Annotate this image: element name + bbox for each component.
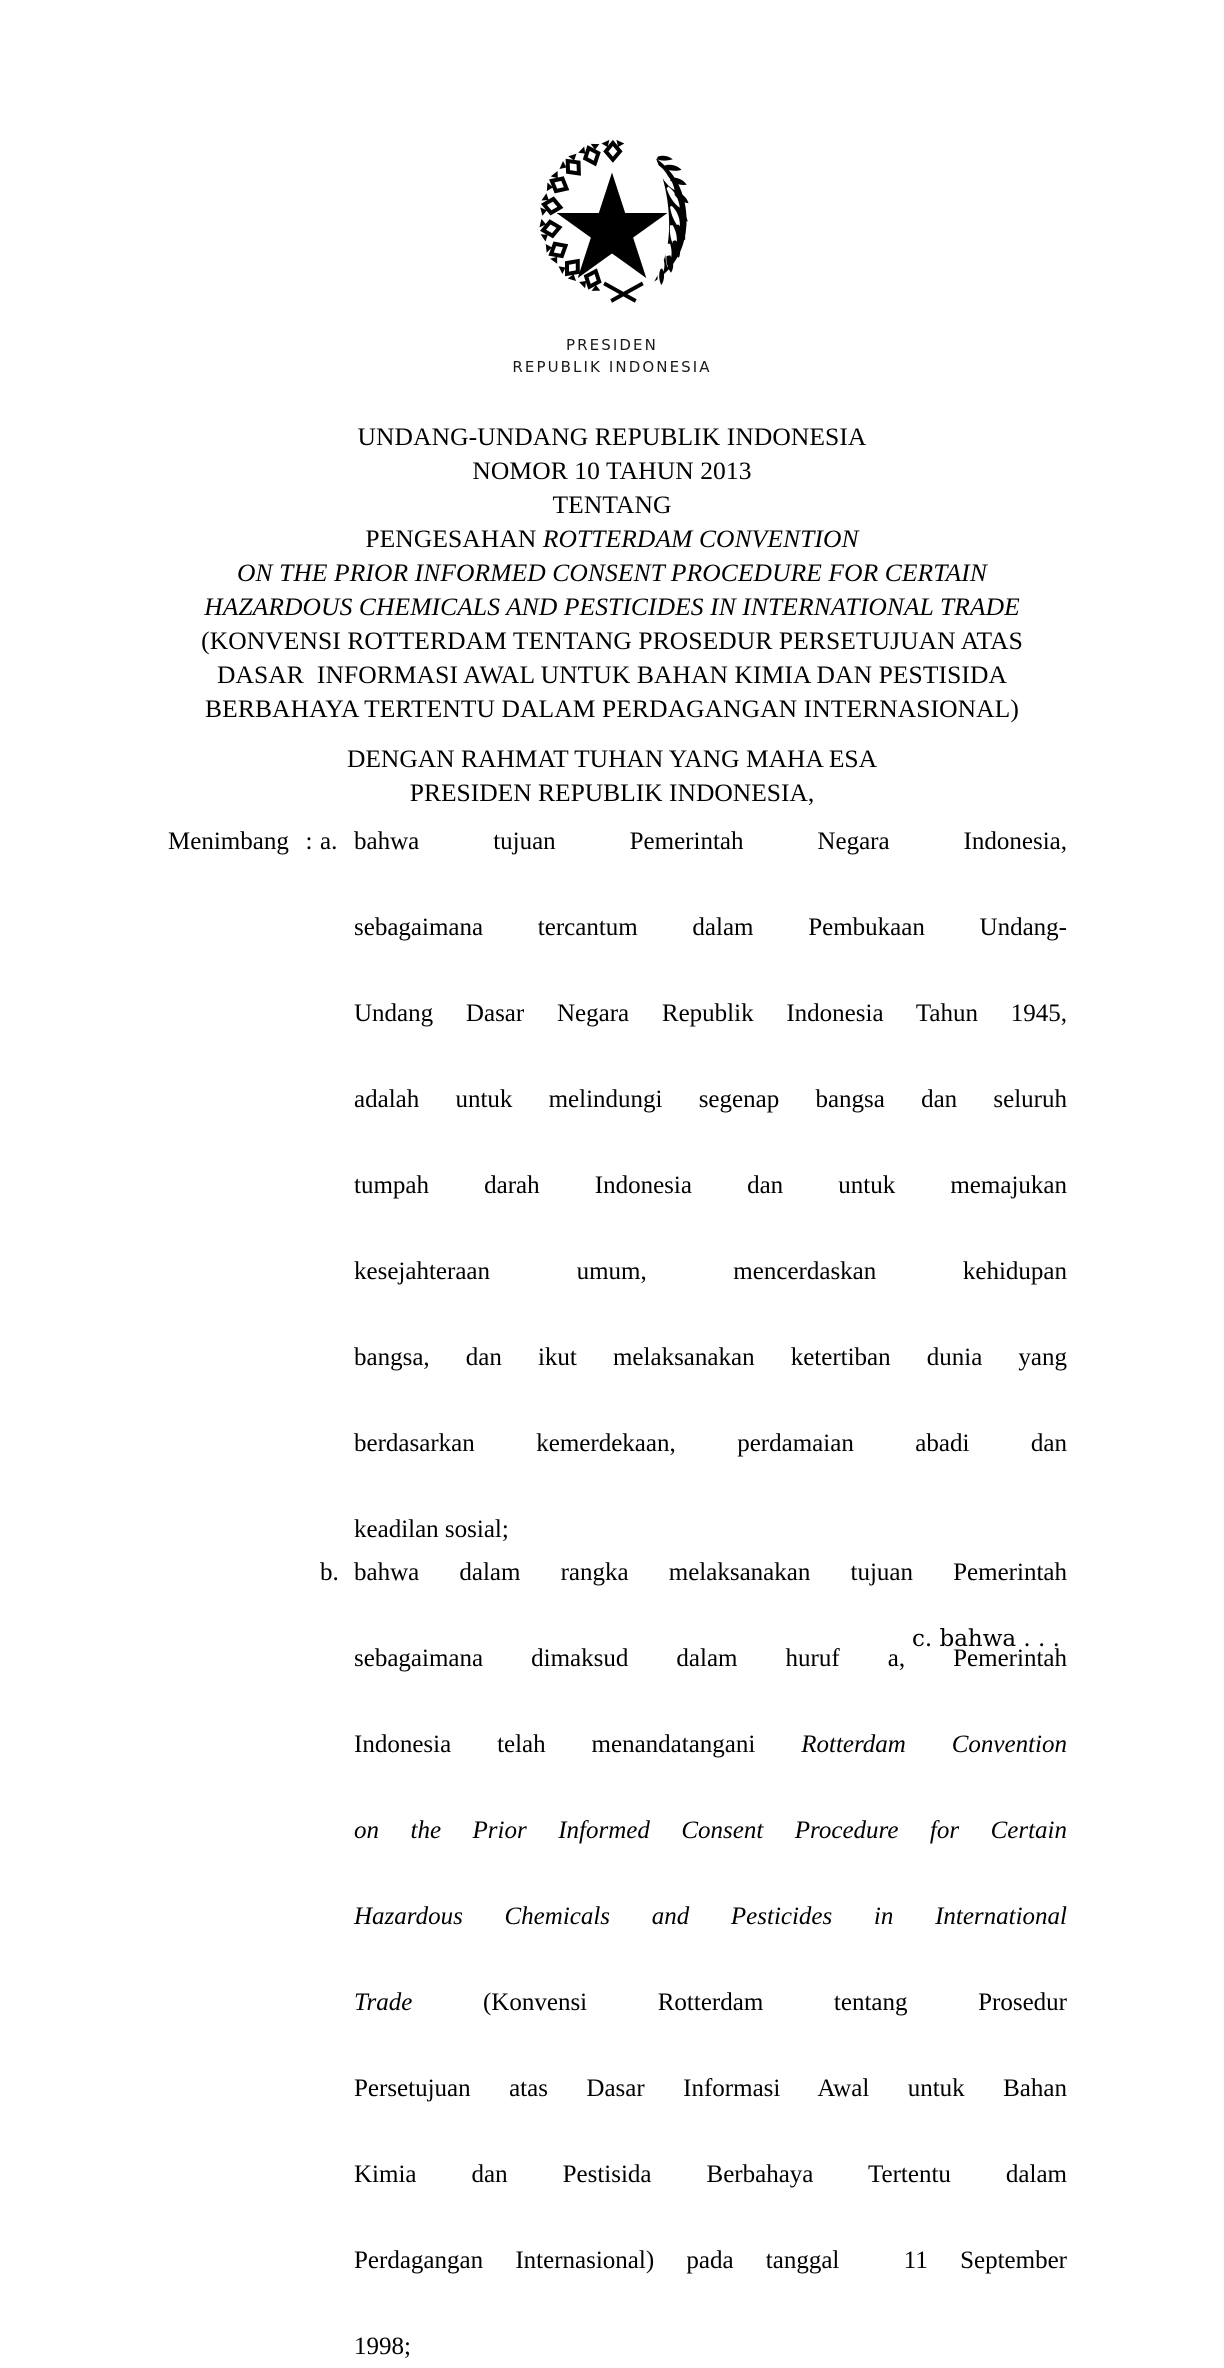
considerans-text-line: keadilan sosial; <box>354 1516 509 1543</box>
considerans-text-line: on the Prior Informed Consent Procedure for Certain <box>354 1817 1067 1844</box>
considerans-text-line: Hazardous Chemicals and Pesticides in International <box>354 1903 1067 1930</box>
letterhead-text <box>0 334 1224 378</box>
considerans-text-line: Kimia dan Pestisida Berbahaya Tertentu dalam <box>354 2161 1067 2188</box>
considerans-item-text <box>354 1551 1067 2368</box>
considerans-text-line: sebagaimana tercantum dalam Pembukaan Undang- <box>354 914 1067 941</box>
title-line-8: DASAR INFORMASI AWAL UNTUK BAHAN KIMIA DAN PESTISIDA <box>216 660 1007 689</box>
considerans-text-italic: Trade <box>354 1989 413 2016</box>
considerans-text-line: sebagaimana dimaksud dalam huruf a, Pemerintah <box>354 1645 1067 1672</box>
considerans-text-plain: (Konvensi Rotterdam tentang Prosedur <box>412 1989 1067 2016</box>
title-line-2: NOMOR 10 TAHUN 2013 <box>472 456 752 485</box>
letterhead-emblem-block <box>0 132 1224 308</box>
considerans-section <box>0 820 1224 2368</box>
title-line-4 <box>112 522 1112 556</box>
title-line-4-plain: PENGESAHAN <box>365 524 543 553</box>
considerans-text-line: Perdagangan Internasional) pada tanggal 11 September <box>354 2247 1067 2274</box>
title-line-7: (KONVENSI ROTTERDAM TENTANG PROSEDUR PERSETUJUAN ATAS <box>201 626 1023 655</box>
considerans-text-line: berdasarkan kemerdekaan, perdamaian abadi dan <box>354 1430 1067 1457</box>
considerans-text-line <box>354 1723 1067 1809</box>
considerans-label: Menimbang <box>168 828 289 855</box>
title-line-4-italic: ROTTERDAM CONVENTION <box>542 524 859 553</box>
title-line-6: HAZARDOUS CHEMICALS AND PESTICIDES IN INTERNATIONAL TRADE <box>204 592 1020 621</box>
considerans-item-text <box>354 820 1067 1551</box>
invocation-line-1: DENGAN RAHMAT TUHAN YANG MAHA ESA <box>346 744 878 773</box>
considerans-text-plain: Indonesia telah menandatangani <box>354 1731 802 1758</box>
considerans-text-line: Persetujuan atas Dasar Informasi Awal untuk Bahan <box>354 2075 1067 2102</box>
letterhead-presiden-line: PRESIDEN <box>566 336 658 354</box>
title-line-3: TENTANG <box>552 490 672 519</box>
invocation-block <box>112 742 1112 810</box>
considerans-text-italic: Rotterdam Convention <box>801 1731 1067 1758</box>
considerans-text-line: adalah untuk melindungi segenap bangsa dan seluruh <box>354 1086 1067 1113</box>
invocation-line-2: PRESIDEN REPUBLIK INDONESIA, <box>409 778 815 807</box>
considerans-item-marker: a. <box>320 828 338 855</box>
considerans-text-line: tumpah darah Indonesia dan untuk memajukan <box>354 1172 1067 1199</box>
considerans-item-list <box>320 820 1224 2368</box>
considerans-item-marker: b. <box>320 1559 339 1586</box>
title-line-9: BERBAHAYA TERTENTU DALAM PERDAGANGAN INTERNASIONAL) <box>205 694 1019 723</box>
considerans-item <box>320 820 1067 1551</box>
title-line-1: UNDANG-UNDANG REPUBLIK INDONESIA <box>357 422 867 451</box>
considerans-text-line: bahwa tujuan Pemerintah Negara Indonesia, <box>354 828 1067 855</box>
page-catchword: c. bahwa . . . <box>911 1626 1060 1652</box>
considerans-text-line <box>354 1981 1067 2067</box>
title-line-5: ON THE PRIOR INFORMED CONSENT PROCEDURE FOR CERTAIN <box>237 558 987 587</box>
considerans-text-line: bahwa dalam rangka melaksanakan tujuan Pemerintah <box>354 1559 1067 1586</box>
considerans-row <box>0 820 1224 2368</box>
considerans-text-line: bangsa, dan ikut melaksanakan ketertiban dunia yang <box>354 1344 1067 1371</box>
considerans-text-line: Undang Dasar Negara Republik Indonesia Tahun 1945, <box>354 1000 1067 1027</box>
considerans-text-line: kesejahteraan umum, mencerdaskan kehidupan <box>354 1258 1067 1285</box>
garuda-star-wreath-emblem <box>524 132 700 308</box>
document-title-block <box>112 420 1112 726</box>
considerans-item <box>320 1551 1067 2368</box>
considerans-colon: : <box>305 828 313 855</box>
considerans-text-line: 1998; <box>354 2333 411 2360</box>
letterhead-republik-indonesia-line: REPUBLIK INDONESIA <box>512 358 712 376</box>
